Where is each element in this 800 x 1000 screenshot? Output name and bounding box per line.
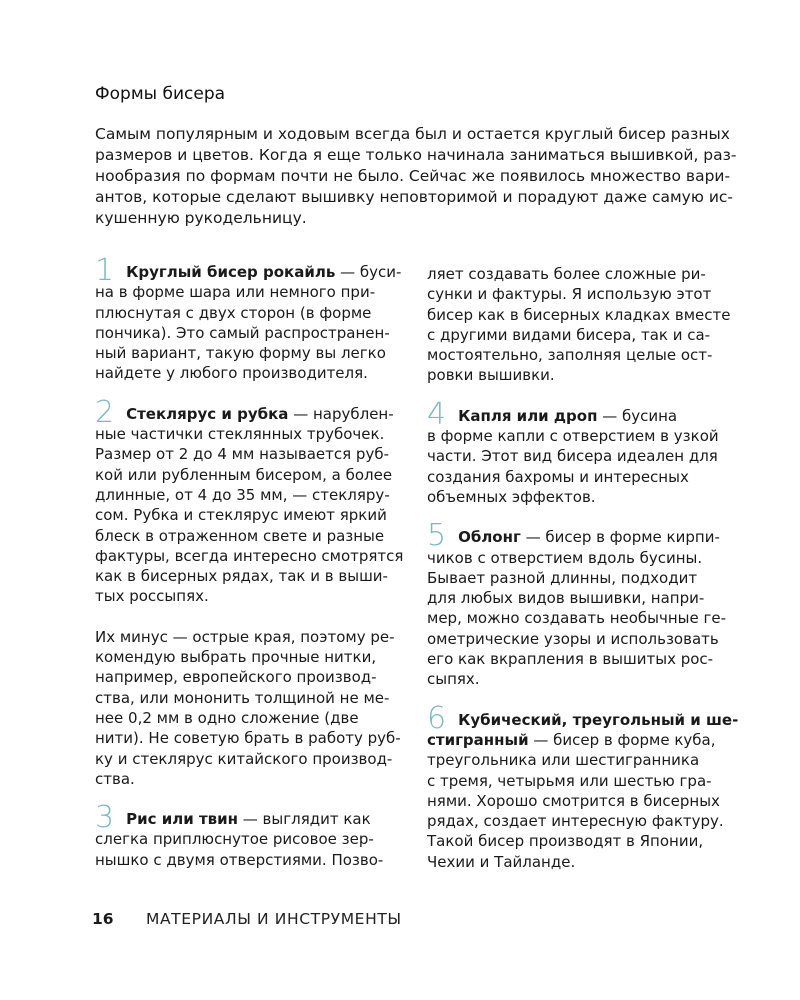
item-line: мер, можно создавать необычные ге- xyxy=(427,609,727,628)
bead-type-1 xyxy=(95,253,415,384)
item-line: Размер от 2 до 4 мм называется руб- xyxy=(95,445,389,464)
item-number: 2 xyxy=(95,394,115,430)
section-heading: Формы бисера xyxy=(95,84,226,104)
item-line: создания бахромы и интересных xyxy=(427,467,689,486)
item-title: Рис или твин xyxy=(126,810,239,829)
item-text: — буси- xyxy=(335,263,402,281)
item-title: Круглый бисер рокайль xyxy=(126,263,336,281)
bead-type-6 xyxy=(427,700,747,872)
item-line: рядах, создает интересную фактуру. xyxy=(427,812,724,831)
item-line: на в форме шара или немного при- xyxy=(95,283,376,302)
item-line: чиков с отверстием вдоль бусины. xyxy=(427,548,703,567)
item-number: 1 xyxy=(95,253,115,288)
item-line: сыпях. xyxy=(427,670,480,689)
item-title: Облонг xyxy=(458,528,521,547)
item-line: ства. xyxy=(95,769,135,788)
bead-type-3 xyxy=(95,800,415,870)
item-line: части. Этот вид бисера идеален для xyxy=(427,447,718,466)
item-number: 5 xyxy=(427,518,447,554)
item-line: нити). Не советую брать в работу руб- xyxy=(95,729,401,748)
item-line: ные частички стеклянных трубочек. xyxy=(95,425,385,444)
item-line: нее 0,2 мм в одно сложение (две xyxy=(95,708,359,727)
item-line: для любых видов вышивки, напри- xyxy=(427,589,705,608)
item-line: сом. Рубка и стеклярус имеют яркий xyxy=(95,506,387,525)
item-line: мостоятельно, заполняя целые ост- xyxy=(427,346,713,365)
running-footer: МАТЕРИАЛЫ И ИНСТРУМЕНТЫ xyxy=(146,910,402,928)
item-line: в форме капли с отверстием в узкой xyxy=(427,427,719,446)
bead-type-2 xyxy=(95,394,415,789)
item-line: блеск в отраженном свете и разные xyxy=(95,526,385,545)
item-line: ства, или мононить толщиной не ме- xyxy=(95,688,390,707)
item-line: фактуры, всегда интересно смотрятся xyxy=(95,546,404,565)
item-line-first xyxy=(427,730,747,750)
page-number: 16 xyxy=(92,910,114,928)
item-line: ометрические узоры и использовать xyxy=(427,629,719,648)
item-line: Чехии и Тайланде. xyxy=(427,852,576,871)
item-line: с другими видами бисера, так и са- xyxy=(427,325,711,344)
intro-paragraph xyxy=(95,124,735,229)
item-title: Капля или дроп xyxy=(458,406,598,425)
item-line: его как вкрапления в вышитых рос- xyxy=(427,650,714,669)
item-number: 4 xyxy=(427,396,447,432)
item-line: длинные, от 4 до 35 мм, — стекляру- xyxy=(95,485,390,504)
item-number: 3 xyxy=(95,800,115,836)
item-number: 6 xyxy=(427,700,447,736)
item-line: пончика). Это самый распространен- xyxy=(95,323,390,342)
intro-line: нообразия по формам почти не было. Сейчас же появилось множество вари- xyxy=(95,167,731,185)
item-text: — бусина xyxy=(597,406,678,425)
item-line: ровки вышивки. xyxy=(427,366,555,385)
item-line: кой или рубленным бисером, а более xyxy=(95,465,393,484)
item-line: ный вариант, такую форму вы легко xyxy=(95,344,386,363)
item-text: — выглядит как xyxy=(238,810,371,829)
item-line: ляет создавать более сложные ри- xyxy=(427,265,706,283)
item-line: слегка приплюснутое рисовое зер- xyxy=(95,830,374,849)
intro-line: кушенную рукодельницу. xyxy=(95,209,307,227)
item-line: плюснутая с двух сторон (в форме xyxy=(95,303,372,322)
item-text: — бисер в форме кирпи- xyxy=(520,528,720,547)
item-line: ку и стеклярус китайского производ- xyxy=(95,749,393,768)
intro-line: антов, которые сделают вышивку неповторимой и порадуют даже самую ис- xyxy=(95,188,734,206)
item-line: найдете у любого производителя. xyxy=(95,364,368,383)
intro-line: размеров и цветов. Когда я еще только начинала заниматься вышивкой, раз- xyxy=(95,146,737,164)
item-line: комендую выбрать прочные нитки, xyxy=(95,648,377,667)
item-text: — бисер в форме куба, xyxy=(528,730,716,749)
item-line: объемных эффектов. xyxy=(427,487,596,506)
item-title: Стеклярус и рубка xyxy=(126,404,289,423)
intro-line: Самым популярным и ходовым всегда был и остается круглый бисер разных xyxy=(95,125,730,143)
item-line: Их минус — острые края, поэтому ре- xyxy=(95,627,395,646)
item-text: — нарублен- xyxy=(288,404,394,423)
item-line: сунки и фактуры. Я использую этот xyxy=(427,285,712,304)
item-line: Такой бисер производят в Японии, xyxy=(427,832,704,851)
item-line: бисер как в бисерных кладках вместе xyxy=(427,305,731,324)
item-title: Кубический, треугольный и ше- xyxy=(458,710,739,729)
item-line: нышко с двумя отверстиями. Позво- xyxy=(95,850,384,869)
item-line: треугольника или шестигранника xyxy=(427,751,700,770)
bead-type-3-continued xyxy=(427,264,747,386)
item-line: тых россыпях. xyxy=(95,587,209,606)
item-line: нями. Хорошо смотрится в бисерных xyxy=(427,791,720,810)
left-column xyxy=(95,253,415,870)
bead-type-5 xyxy=(427,518,747,689)
item-line: как в бисерных рядах, так и в выши- xyxy=(95,567,388,586)
item-line: Бывает разной длинны, подходит xyxy=(427,568,698,587)
item-line: с тремя, четырьмя или шестью гра- xyxy=(427,771,712,790)
item-title-continued: стигранный xyxy=(427,730,529,749)
right-column xyxy=(427,264,747,872)
item-line: например, европейского производ- xyxy=(95,668,377,687)
bead-type-4 xyxy=(427,396,747,507)
